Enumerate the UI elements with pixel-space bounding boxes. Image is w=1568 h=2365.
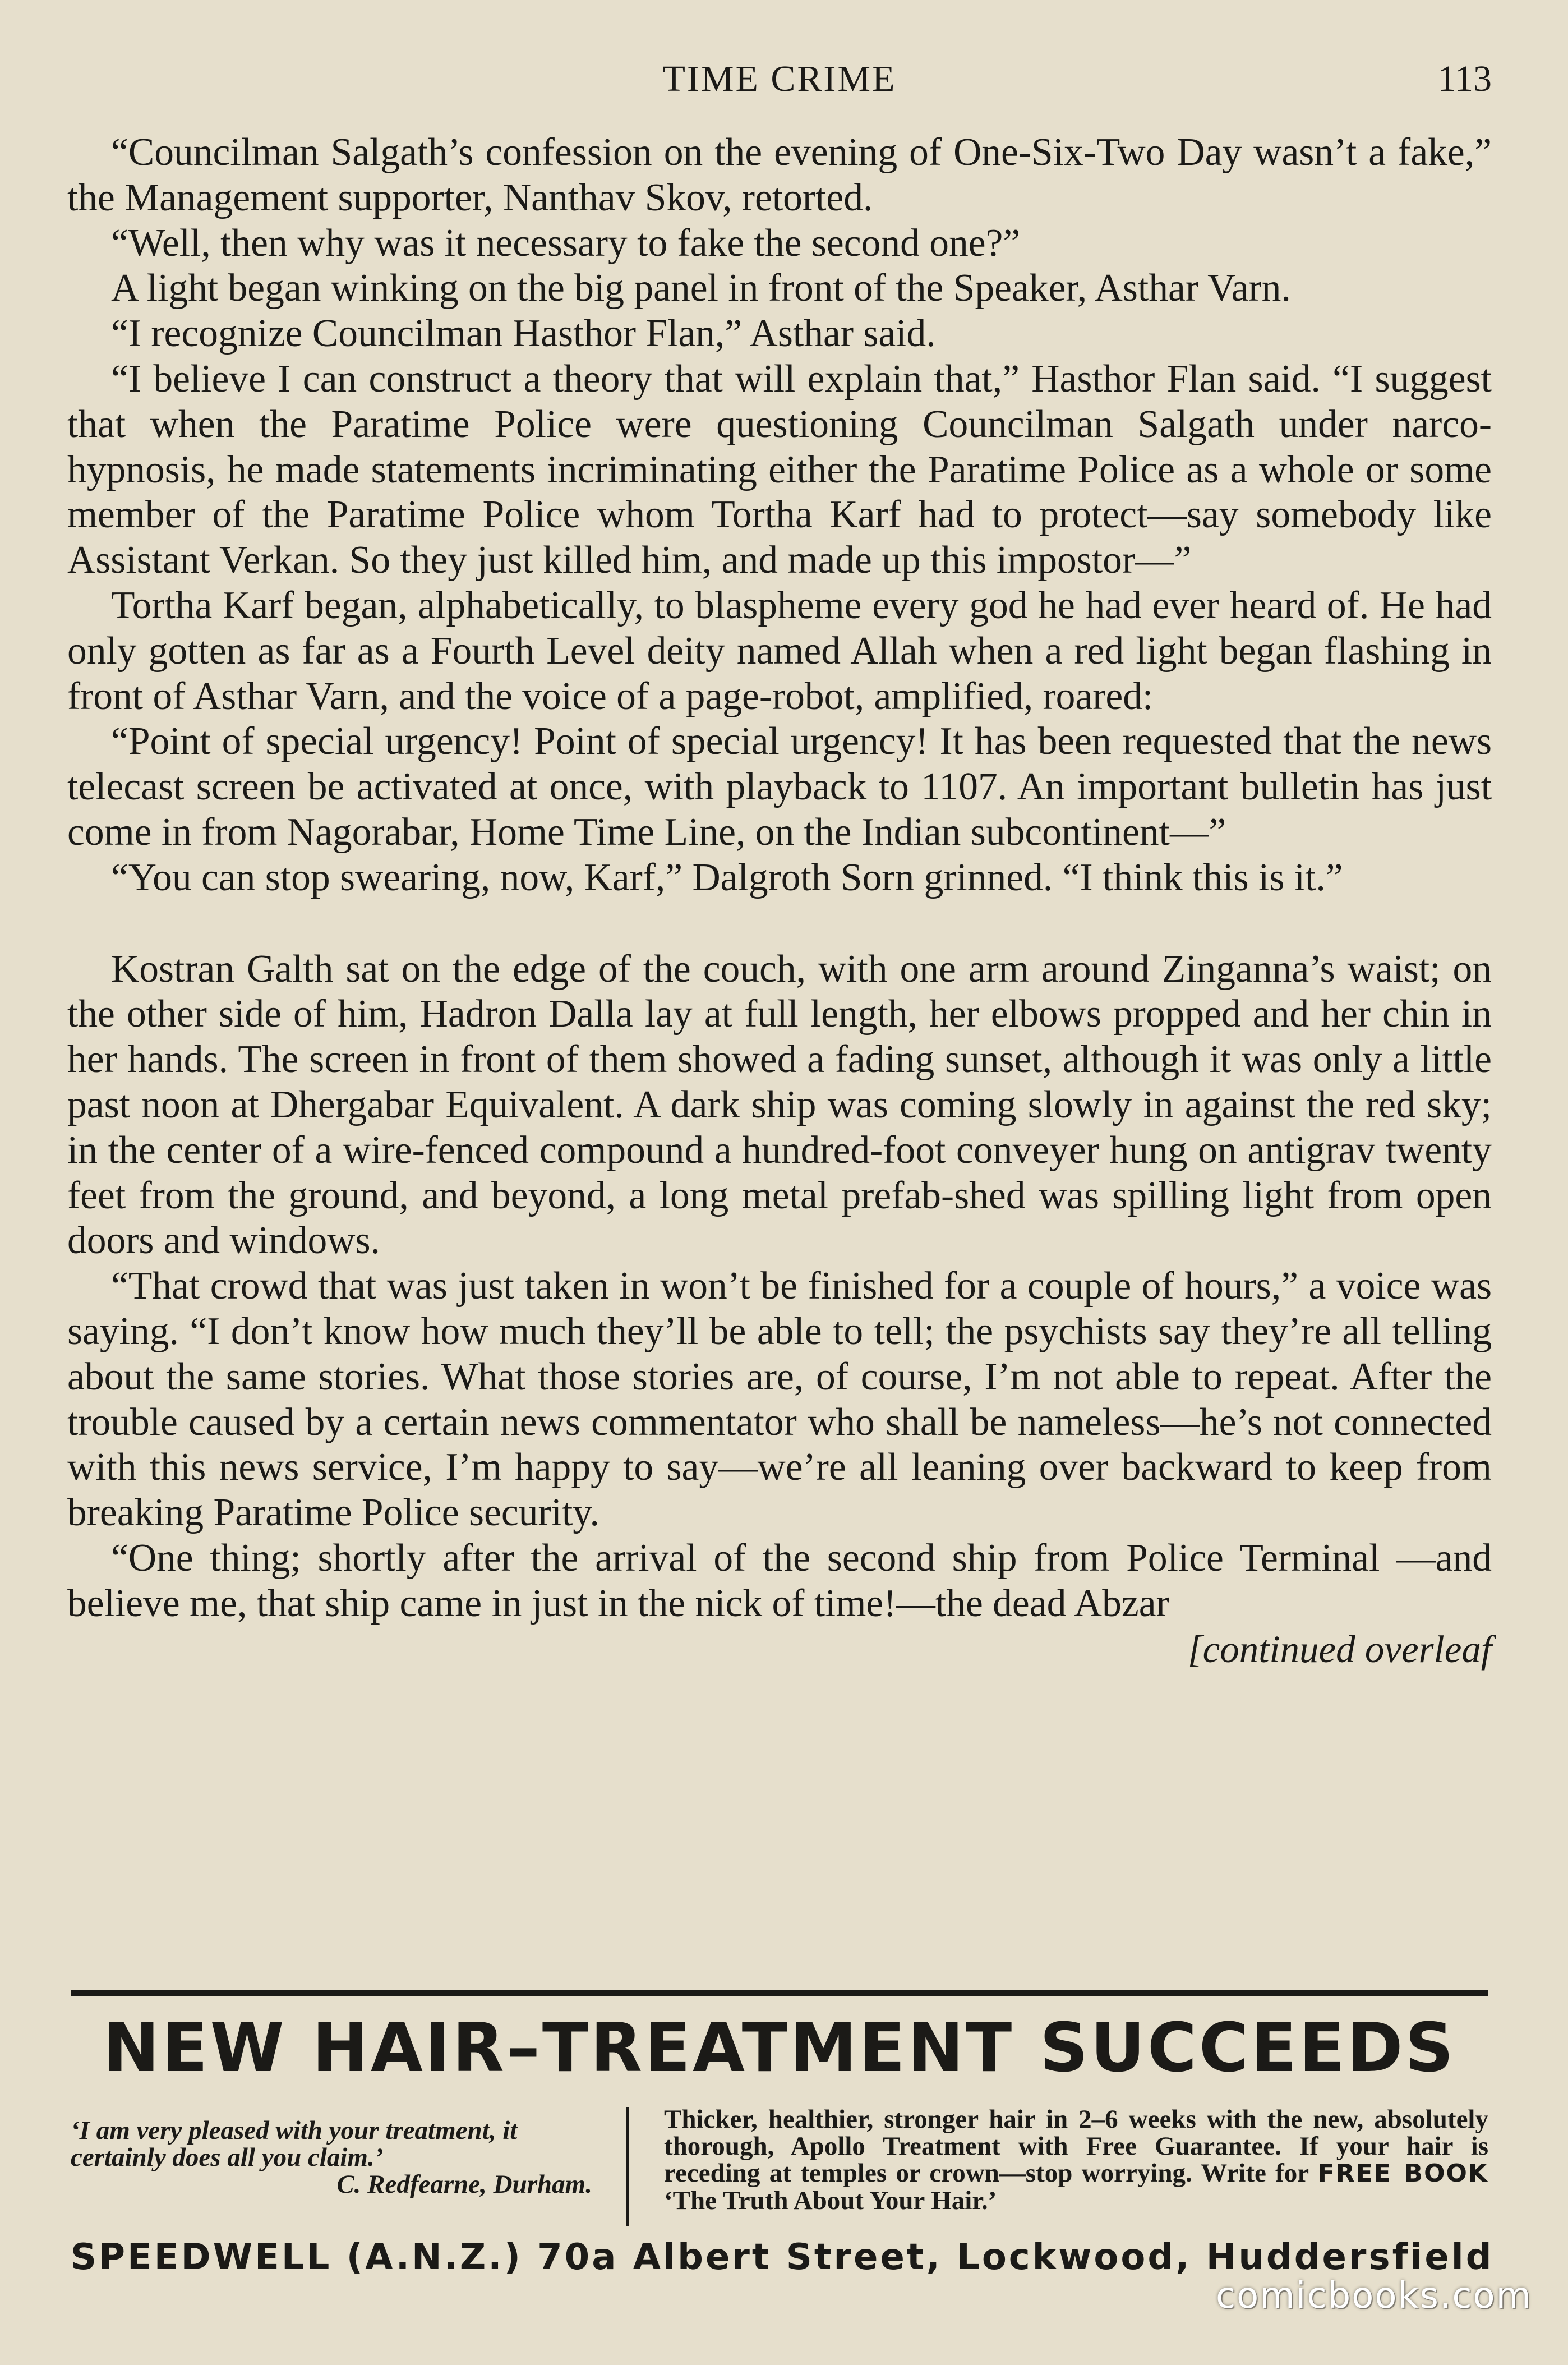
ad-testimonial	[71, 2117, 592, 2198]
story-paragraph: Tortha Karf began, alphabetically, to blaspheme every god he had ever heard of. He had only gotten as far as a Fourth Level deity named Allah when a red light began flashing in front of Asthar Varn, and the voice of a page-robot, amplified, roared:	[67, 583, 1492, 718]
story-paragraph: “That crowd that was just taken in won’t be finished for a couple of hours,” a voice was saying. “I don’t know how much they’ll be able to tell; the psychists say they’re all telling about the same stories. What those stories are, of course, I’m not able to repeat. After the trouble caused by a certain news commentator who shall be nameless—he’s not connected with this news service, I’m happy to say—we’re all leaning over backward to keep from breaking Paratime Police security.	[67, 1264, 1492, 1535]
page-number: 113	[1437, 58, 1492, 99]
ad-top-rule	[71, 1990, 1488, 1996]
story-paragraph: “Point of special urgency! Point of special urgency! It has been requested that the news telecast screen be activated at once, with playback to 1107. An important bulletin has just come in from Nagorabar, Home Time Line, on the Indian subcontinent—”	[67, 720, 1492, 854]
testimonial-author: C. Redfearne, Durham.	[336, 2170, 592, 2199]
offer-book-title: ‘The Truth About Your Hair.’	[664, 2186, 997, 2215]
running-title: TIME CRIME	[662, 58, 897, 99]
offer-text: Thicker, healthier, stronger hair in 2–6 weeks with the new, absolutely thorough, Apollo Treatment with Free Guarantee. If your hair is receding at temples or crown—stop worrying. Write for	[664, 2105, 1488, 2188]
story-text	[67, 130, 1492, 1672]
story-paragraph: Kostran Galth sat on the edge of the couch, with one arm around Zinganna’s waist; on the other side of him, Hadron Dalla lay at full length, her elbows propped and her chin in her hands. The screen in front of them showed a fading sunset, although it was only a little past noon at Dhergabar Equivalent. A dark ship was coming slowly in against the red sky; in the center of a wire-fenced compound a hundred-foot conveyer hung on antigrav twenty feet from the ground, and beyond, a long metal prefab-shed was spilling light from open doors and windows.	[67, 947, 1492, 1263]
free-book-label: FREE BOOK	[1317, 2159, 1488, 2188]
story-paragraph: “Councilman Salgath’s confession on the evening of One-Six-Two Day wasn’t a fake,” the Management supporter, Nanthav Skov, retorted.	[67, 131, 1492, 219]
story-paragraph: “One thing; shortly after the arrival of the second ship from Police Terminal —and believe me, that ship came in just in the nick of time!—the dead Abzar	[67, 1536, 1492, 1625]
ad-offer	[664, 2106, 1488, 2214]
story-paragraph: A light began winking on the big panel in front of the Speaker, Asthar Varn.	[111, 266, 1291, 310]
hair-treatment-advertisement	[71, 1990, 1494, 2282]
ad-address: SPEEDWELL (A.N.Z.) 70a Albert Street, Lockwood, Huddersfield	[71, 2237, 1494, 2278]
story-paragraph: “I believe I can construct a theory that will explain that,” Hasthor Flan said. “I suggest that when the Paratime Police were questioning Councilman Salgath under narco-hypnosis, he made statements incriminating either the Paratime Police as a whole or some member of the Paratime Police whom Tortha Karf had to protect—say somebody like Assistant Verkan. So they just killed him, and made up this impostor—”	[67, 357, 1492, 582]
watermark: comicbooks.com	[1215, 2275, 1532, 2317]
ad-column-divider	[626, 2107, 629, 2226]
story-paragraph: “Well, then why was it necessary to fake the second one?”	[111, 221, 1021, 265]
ad-headline: NEW HAIR–TREATMENT SUCCEEDS	[103, 2009, 1456, 2087]
page-header	[67, 54, 1492, 104]
testimonial-text: ‘I am very pleased with your treatment, it certainly does all you claim.’	[71, 2116, 518, 2172]
story-paragraph: “I recognize Councilman Hasthor Flan,” Asthar said.	[111, 312, 936, 356]
continued-note: [continued overleaf	[1187, 1627, 1492, 1671]
section-break	[67, 901, 1492, 947]
story-paragraph: “You can stop swearing, now, Karf,” Dalgroth Sorn grinned. “I think this is it.”	[111, 855, 1343, 899]
